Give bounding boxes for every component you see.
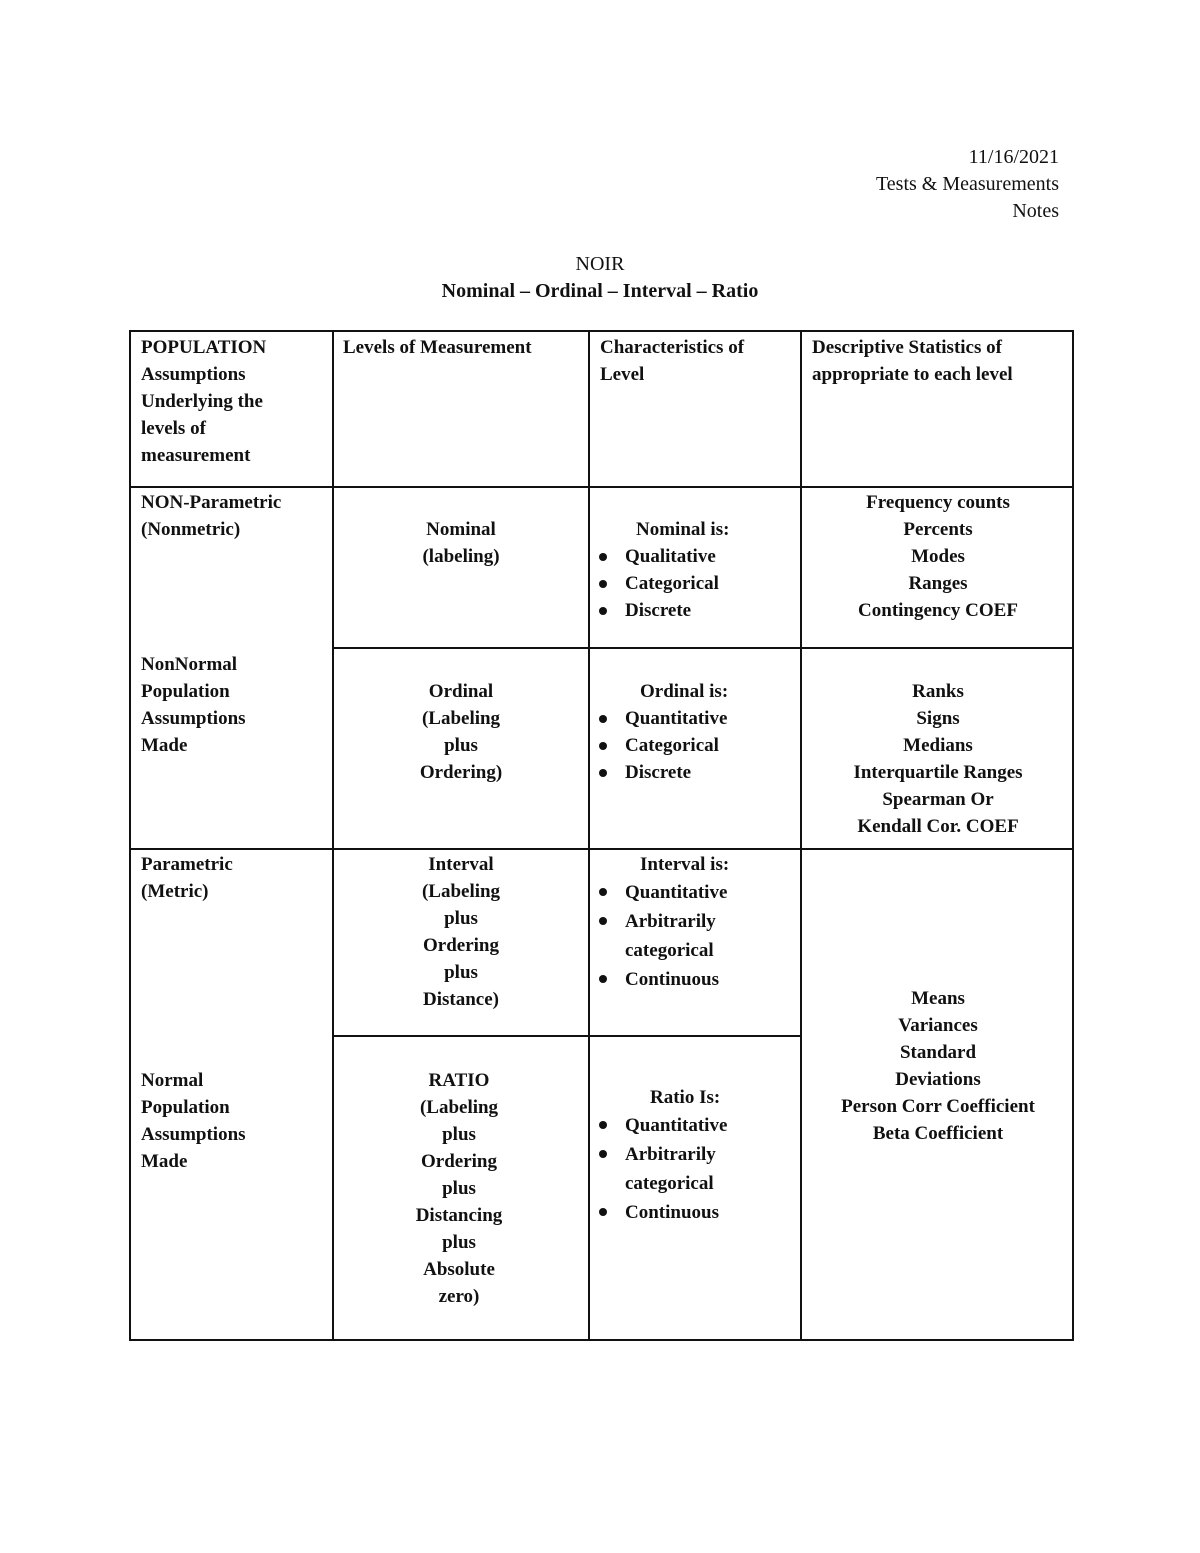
level-line: Nominal — [426, 519, 496, 540]
list-item-text: Discrete — [625, 762, 692, 783]
header-population-line: Assumptions — [141, 364, 246, 385]
header-population — [141, 334, 331, 469]
stats-line: Contingency COEF — [858, 600, 1018, 621]
level-line: (Labeling — [421, 881, 501, 902]
level-line: plus — [444, 908, 478, 929]
population-line: Assumptions — [141, 708, 246, 729]
level-line: plus — [442, 1232, 476, 1253]
bullet-icon — [599, 888, 607, 896]
level-line: Ordering — [423, 935, 499, 956]
list-item — [590, 759, 800, 786]
list-item — [590, 1140, 800, 1169]
row-divider-nominal-ordinal — [332, 647, 1072, 649]
list-item-text: Arbitrarily — [625, 1144, 716, 1165]
list-item — [590, 705, 800, 732]
level-ratio — [334, 1067, 584, 1310]
population-nonnormal — [141, 651, 331, 759]
stats-line: Beta Coefficient — [872, 1123, 1004, 1144]
characteristics-title: Nominal is: — [636, 519, 730, 540]
list-item — [590, 570, 800, 597]
noir-table — [129, 330, 1074, 1341]
bullet-icon — [599, 715, 607, 723]
stats-line: Spearman Or — [882, 789, 994, 810]
document-header — [876, 144, 1059, 225]
characteristics-title: Interval is: — [640, 854, 730, 875]
stats-line: Standard — [899, 1042, 977, 1063]
level-line: Distancing — [415, 1205, 503, 1226]
level-line: (Labeling — [421, 708, 501, 729]
stats-nominal — [802, 489, 1074, 624]
level-line: zero) — [438, 1286, 480, 1307]
bullet-icon — [599, 553, 607, 561]
stats-parametric — [802, 985, 1074, 1147]
population-line: Made — [141, 735, 188, 756]
level-line: Ordinal — [428, 681, 494, 702]
row-divider-interval-ratio — [332, 1035, 800, 1037]
header-stats-line: Descriptive Statistics of — [812, 337, 1002, 358]
list-item-text: Quantitative — [625, 1115, 728, 1136]
stats-line: Modes — [911, 546, 965, 567]
characteristics-title: Ratio Is: — [650, 1087, 721, 1108]
level-line: RATIO — [428, 1070, 490, 1091]
list-item-text: Continuous — [625, 1202, 719, 1223]
level-line: Ordering — [421, 1151, 497, 1172]
population-line: NonNormal — [141, 654, 238, 675]
stats-line: Ranks — [912, 681, 964, 702]
header-population-line: measurement — [141, 445, 251, 466]
stats-line: Interquartile Ranges — [853, 762, 1023, 783]
characteristics-ratio — [590, 1084, 800, 1227]
stats-line: Person Corr Coefficient — [841, 1096, 1035, 1117]
population-line: Normal — [141, 1070, 204, 1091]
list-item — [590, 878, 800, 907]
characteristics-list — [590, 1111, 800, 1227]
bullet-icon — [599, 742, 607, 750]
population-line: Population — [141, 1097, 230, 1118]
stats-line: Percents — [903, 519, 973, 540]
title-main: NOIR — [575, 253, 625, 275]
level-line: plus — [444, 962, 478, 983]
bullet-icon — [599, 607, 607, 615]
list-item-text: Quantitative — [625, 882, 728, 903]
list-item — [590, 543, 800, 570]
list-item-text: Arbitrarily — [625, 911, 716, 932]
header-population-line: Underlying the — [141, 391, 263, 412]
stats-line: Frequency counts — [866, 492, 1010, 513]
list-item — [590, 597, 800, 624]
list-item — [590, 1111, 800, 1140]
list-item-text: Quantitative — [625, 708, 728, 729]
stats-line: Signs — [916, 708, 960, 729]
population-line: Made — [141, 1151, 188, 1172]
list-item — [590, 732, 800, 759]
level-line: (Labeling — [419, 1097, 499, 1118]
characteristics-ordinal — [590, 678, 800, 786]
header-date: 11/16/2021 — [968, 146, 1059, 168]
stats-line: Means — [911, 988, 965, 1009]
header-population-line: POPULATION — [141, 337, 267, 358]
list-item-text: Continuous — [625, 969, 719, 990]
header-doc-type: Notes — [1012, 200, 1059, 222]
list-item-text: categorical — [625, 940, 714, 961]
population-parametric — [141, 851, 331, 905]
list-item — [590, 907, 800, 936]
list-item-text: Qualitative — [625, 546, 716, 567]
population-line: NON-Parametric — [141, 492, 282, 513]
list-item — [590, 965, 800, 994]
list-item-text: Discrete — [625, 600, 692, 621]
level-line: plus — [442, 1124, 476, 1145]
header-characteristics-line: Characteristics of — [600, 337, 745, 358]
bullet-icon — [599, 1150, 607, 1158]
list-item — [590, 1198, 800, 1227]
bullet-icon — [599, 1208, 607, 1216]
list-item — [590, 936, 800, 965]
characteristics-list — [590, 543, 800, 624]
bullet-icon — [599, 917, 607, 925]
level-line: plus — [442, 1178, 476, 1199]
population-line: Population — [141, 681, 230, 702]
level-line: Distance) — [423, 989, 499, 1010]
characteristics-nominal — [590, 516, 800, 624]
stats-line: Variances — [898, 1015, 978, 1036]
level-interval — [334, 851, 588, 1013]
population-normal — [141, 1067, 331, 1175]
bullet-icon — [599, 580, 607, 588]
level-nominal — [334, 516, 588, 570]
population-line: (Metric) — [141, 881, 209, 902]
header-levels-text: Levels of Measurement — [343, 337, 532, 358]
level-line: Ordering) — [419, 762, 503, 783]
title-subtitle: Nominal – Ordinal – Interval – Ratio — [441, 280, 759, 302]
header-characteristics-line: Level — [600, 364, 645, 385]
bullet-icon — [599, 1121, 607, 1129]
characteristics-list — [590, 705, 800, 786]
level-ordinal — [334, 678, 588, 786]
document-title — [0, 251, 1200, 305]
stats-line: Medians — [903, 735, 973, 756]
row-divider-nonparametric-parametric — [131, 848, 1072, 850]
stats-line: Deviations — [895, 1069, 981, 1090]
population-line: Assumptions — [141, 1124, 246, 1145]
row-divider-header — [131, 486, 1072, 488]
level-line: (labeling) — [422, 546, 500, 567]
bullet-icon — [599, 975, 607, 983]
list-item-text: categorical — [625, 1173, 714, 1194]
header-descriptive-stats — [812, 334, 1072, 388]
bullet-icon — [599, 769, 607, 777]
list-item-text: Categorical — [625, 573, 719, 594]
population-line: (Nonmetric) — [141, 519, 241, 540]
stats-line: Kendall Cor. COEF — [857, 816, 1019, 837]
header-stats-line: appropriate to each level — [812, 364, 1013, 385]
level-line: Interval — [428, 854, 494, 875]
population-line: Parametric — [141, 854, 233, 875]
level-line: plus — [444, 735, 478, 756]
characteristics-list — [590, 878, 800, 994]
list-item — [590, 1169, 800, 1198]
stats-line: Ranges — [908, 573, 968, 594]
characteristics-title: Ordinal is: — [640, 681, 729, 702]
level-line: Absolute — [423, 1259, 495, 1280]
list-item-text: Categorical — [625, 735, 719, 756]
characteristics-interval — [590, 851, 800, 994]
stats-ordinal — [802, 678, 1074, 840]
header-characteristics — [600, 334, 800, 388]
header-levels — [343, 334, 587, 361]
header-population-line: levels of — [141, 418, 206, 439]
header-course: Tests & Measurements — [875, 173, 1059, 195]
population-nonparametric — [141, 489, 331, 543]
